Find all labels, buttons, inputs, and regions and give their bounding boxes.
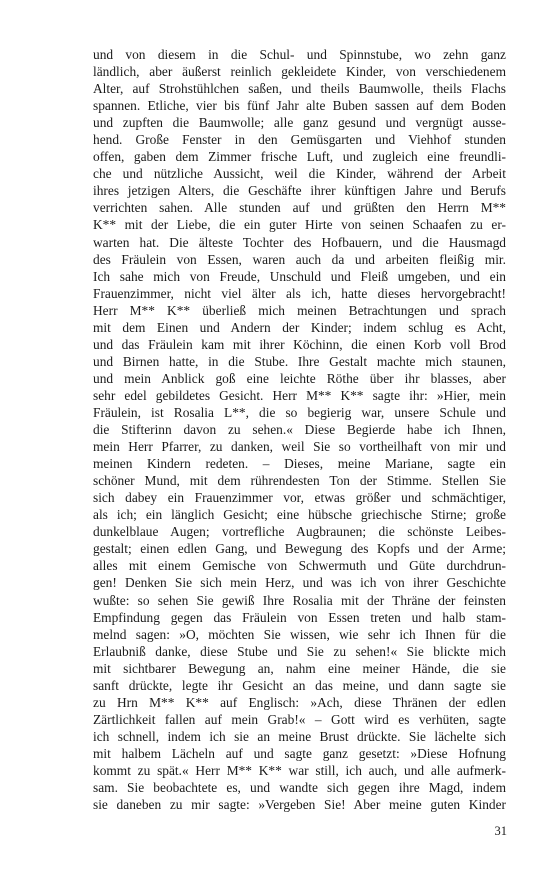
text-line: des Fräulein von Essen, waren auch da und arbeiten fleißig mir.: [93, 251, 506, 267]
text-line: che und nützliche Aussicht, weil die Kinder, während der Arbeit: [93, 166, 506, 182]
text-line: sehr edel gebildetes Gesicht. Herr M** K** sagte ihr: »Hier, mein: [93, 387, 506, 403]
text-line: ich schnell, indem ich sie an meine Brust drückte. Sie lächelte sich: [93, 728, 506, 744]
text-line: ländlich, aber äußerst reinlich gekleidete Kinder, von verschiedenem: [93, 64, 506, 80]
text-line: dunkelblaue Augen; vortrefliche Augbraunen; die schönste Leibes-: [93, 524, 506, 540]
text-line: verrichten sahen. Alle stunden auf und grüßten den Herrn M**: [93, 200, 506, 216]
text-line: sich dabey ein Frauenzimmer vor, etwas größer und schmächtiger,: [93, 490, 506, 506]
text-line: Fräulein, ist Rosalia L**, die so begierig war, unsere Schule und: [93, 404, 506, 420]
text-line: spannen. Etliche, vier bis fünf Jahr alte Buben sassen auf dem Boden: [93, 98, 506, 114]
text-line: gen! Denken Sie sich mein Herz, und was ich von ihrer Geschichte: [93, 575, 506, 591]
text-line: schöner Mund, mit dem rührendesten Ton der Stimme. Stellen Sie: [93, 473, 506, 489]
text-line: meinen Kindern redeten. – Dieses, meine Mariane, sagte ein: [93, 456, 506, 472]
text-line: mein Herr Pfarrer, zu danken, weil Sie so vortheilhaft von mir und: [93, 439, 506, 455]
text-line: Alter, auf Strohstühlchen saßen, und theils Baumwolle, theils Flachs: [93, 81, 506, 97]
text-line: hend. Große Fenster in den Gemüsgarten und Viehhof stunden: [93, 132, 506, 148]
text-line: Erlaubniß danke, diese Stube und Sie zu sehen!« Sie blickte mich: [93, 643, 506, 659]
text-line: Frauenzimmer, nicht viel älter als ich, hatte dieses hervorgebracht!: [93, 285, 506, 301]
text-line: kommt zu spät.« Herr M** K** war still, ich auch, und alle aufmerk-: [93, 762, 506, 778]
text-line: und das Fräulein kam mit ihrer Köchinn, die einen Korb voll Brod: [93, 336, 506, 352]
text-line: und mein Anblick goß eine leichte Röthe über ihr blasses, aber: [93, 370, 506, 386]
text-line: und von diesem in die Schul- und Spinnstube, wo zehn ganz: [93, 47, 506, 62]
text-line: die Stifterinn davon zu sehen.« Diese Begierde habe ich Ihnen,: [93, 422, 506, 438]
text-line: alles mit einem Gemische von Schwermuth und Güte durchdrun-: [93, 558, 506, 574]
text-line: warten hat. Die älteste Tochter des Hofbauern, und die Hausmagd: [93, 234, 506, 250]
text-line: wußte: so sehen Sie gewiß Ihre Rosalia mit der Thräne der feinsten: [93, 592, 506, 608]
text-line: Herr M** K** überließ mich meinen Betrachtungen und sprach: [93, 302, 506, 318]
text-line: ihres jetzigen Alters, die Geschäfte ihrer künftigen Jahre und Berufs: [93, 183, 506, 199]
text-line: mit dem Einen und Andern der Kinder; indem schlug es Acht,: [93, 319, 506, 335]
text-line: mit halbem Lächeln auf und sagte ganz gesetzt: »Diese Hofnung: [93, 745, 506, 761]
text-line: mit sichtbarer Bewegung an, nahm eine meiner Hände, die sie: [93, 660, 506, 676]
text-line: melnd sagen: »O, möchten Sie wissen, wie sehr ich Ihnen für die: [93, 626, 506, 642]
page-number: 31: [494, 824, 507, 838]
text-line: sie daneben zu mir sagte: »Vergeben Sie! Aber meine guten Kinder: [93, 797, 506, 813]
text-line: sam. Sie beobachtete es, und wandte sich gegen ihre Magd, indem: [93, 780, 506, 796]
text-line: zu Hrn M** K** auf Englisch: »Ach, diese Thränen der edlen: [93, 694, 506, 710]
body-text: [93, 46, 506, 813]
text-line: als ich; ein länglich Gesicht; eine hübsche griechische Stirne; große: [93, 507, 506, 523]
text-line: und Birnen hatte, in die Stube. Ihre Gestalt machte mich staunen,: [93, 353, 506, 369]
text-line: offen, gaben dem Zimmer frische Luft, und zugleich eine freundli-: [93, 149, 506, 165]
text-line: sanft drückte, legte ihr Gesicht an das meine, und dann sagte sie: [93, 677, 506, 693]
text-line: Zärtlichkeit fallen auf mein Grab!« – Gott wird es verhüten, sagte: [93, 711, 506, 727]
text-line: Empfindung gegen das Fräulein von Essen treten und halb stam-: [93, 609, 506, 625]
text-line: und zupften die Baumwolle; alle ganz gesund und vergnügt ausse-: [93, 115, 506, 131]
text-line: K** mit der Liebe, die ein guter Hirte von seinen Schaafen zu er-: [93, 217, 506, 233]
text-line: gestalt; einen edlen Gang, und Bewegung des Kopfs und der Arme;: [93, 541, 506, 557]
text-line: Ich sahe mich von Freude, Unschuld und Fleiß umgeben, und ein: [93, 268, 506, 284]
